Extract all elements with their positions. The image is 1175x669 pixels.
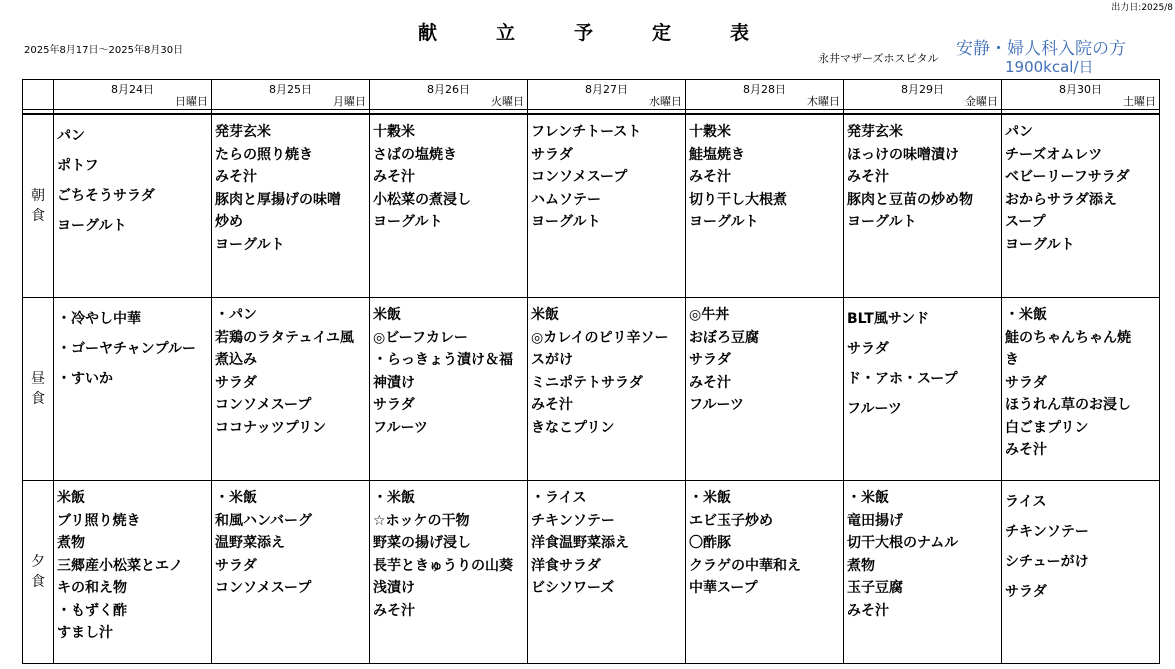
menu-item: ヨーグルト (531, 214, 601, 230)
menu-item: コンソメスープ (215, 397, 312, 413)
meal-label-char: 食 (31, 574, 45, 590)
menu-item: 十穀米 (373, 124, 415, 140)
menu-cell (844, 298, 1002, 481)
meal-label-char: 朝 (31, 188, 45, 204)
menu-item: ヨーグルト (847, 214, 917, 230)
menu-cell (1002, 114, 1160, 298)
menu-item: ハムソテー (531, 191, 601, 208)
menu-item: ・米飯 (689, 490, 731, 506)
day-date: 8月26日 (427, 83, 470, 96)
menu-cell (212, 298, 370, 481)
menu-item: 米飯 (57, 490, 85, 506)
menu-item: 和風ハンバーグ (215, 512, 313, 529)
menu-item: き (1005, 352, 1019, 368)
menu-cell (528, 114, 686, 298)
menu-item: チーズオムレツ (1005, 146, 1103, 163)
menu-item: サラダ (215, 557, 257, 574)
day-date: 8月28日 (743, 83, 786, 96)
menu-item: コンソメスープ (215, 580, 312, 596)
menu-item: ◎牛丼 (689, 307, 730, 323)
menu-item: おぼろ豆腐 (689, 329, 759, 346)
menu-item: スープ (1005, 214, 1046, 230)
menu-item: ☆ホッケの干物 (373, 512, 470, 529)
menu-item: ・米飯 (215, 490, 257, 506)
page-title (418, 18, 808, 45)
menu-item: フルーツ (373, 419, 428, 436)
day-date: 8月24日 (111, 83, 154, 96)
menu-item: ほっけの味噌漬け (847, 146, 959, 163)
menu-item: ド・アホ・スープ (847, 371, 958, 387)
meal-row (23, 298, 1160, 481)
menu-item: 洋食温野菜添え (531, 535, 629, 551)
menu-cell (370, 481, 528, 664)
menu-item: 米飯 (531, 307, 559, 323)
menu-item: フレンチトースト (531, 124, 642, 140)
meal-label (23, 114, 54, 298)
menu-item: ・もずく酢 (57, 602, 127, 619)
menu-cell (212, 481, 370, 664)
day-weekday: 火曜日 (491, 95, 524, 108)
menu-item: ・米飯 (1005, 307, 1047, 323)
menu-item: サラダ (373, 397, 415, 413)
menu-item: 米飯 (373, 307, 401, 323)
menu-cell (528, 481, 686, 664)
title-char: 献 (418, 22, 438, 44)
menu-item: 鮭のちゃんちゃん焼 (1005, 329, 1131, 346)
menu-item: 煮込み (215, 352, 257, 368)
menu-item: 切り干し大根煮 (689, 191, 787, 208)
day-header (54, 80, 212, 110)
menu-body (23, 110, 1160, 664)
menu-item: チキンソテー (531, 512, 615, 529)
menu-item: ヨーグルト (689, 214, 759, 230)
menu-item: みそ汁 (531, 397, 573, 413)
print-date: 出力日:2025/8 (1111, 3, 1173, 13)
menu-item: ミニポテトサラダ (531, 374, 643, 391)
menu-item: 竜田揚げ (847, 512, 903, 529)
menu-item: ◎カレイのピリ辛ソー (531, 329, 669, 346)
day-header (370, 80, 528, 110)
menu-item: 長芋ときゅうりの山葵 (373, 557, 513, 574)
day-weekday: 月曜日 (333, 95, 366, 108)
day-header (686, 80, 844, 110)
title-char: 表 (730, 22, 750, 44)
menu-item: ・パン (215, 307, 257, 323)
menu-item: みそ汁 (373, 169, 415, 185)
menu-item: ライス (1005, 494, 1047, 510)
menu-item: 豚肉と豆苗の炒め物 (847, 191, 973, 208)
menu-cell (844, 481, 1002, 664)
menu-item: サラダ (847, 341, 889, 357)
menu-item: サラダ (215, 374, 257, 391)
menu-item: みそ汁 (373, 602, 415, 619)
menu-item: 神漬け (373, 374, 415, 391)
menu-item: サラダ (1005, 374, 1047, 391)
menu-item: 切干大根のナムル (847, 535, 959, 551)
meal-label-char: 食 (31, 391, 45, 407)
menu-item: 炒め (215, 214, 243, 230)
menu-cell (686, 114, 844, 298)
menu-item: 野菜の揚げ浸し (373, 535, 471, 551)
menu-item: ヨーグルト (373, 214, 443, 230)
menu-cell (54, 298, 212, 481)
day-header (844, 80, 1002, 110)
menu-item: みそ汁 (847, 169, 889, 185)
menu-item: ・米飯 (847, 490, 889, 506)
menu-item: ◎ビーフカレー (373, 329, 468, 346)
menu-item: 温野菜添え (215, 535, 285, 551)
menu-item: ベビーリーフサラダ (1005, 169, 1130, 185)
day-date: 8月29日 (901, 83, 944, 96)
menu-item: ・すいか (57, 371, 113, 387)
menu-item: ごちそうサラダ (57, 188, 155, 204)
menu-item: おからサラダ添え (1005, 191, 1117, 208)
menu-item: 豚肉と厚揚げの味噌 (215, 191, 341, 208)
day-header (528, 80, 686, 110)
menu-item: ポトフ (57, 158, 99, 174)
menu-cell (686, 298, 844, 481)
menu-item: チキンソテー (1005, 524, 1089, 540)
menu-cell (54, 114, 212, 298)
menu-item: BLT風サンド (847, 311, 930, 327)
menu-item: 白ごまプリン (1005, 419, 1089, 436)
menu-item: 煮物 (847, 557, 875, 574)
menu-item: 十穀米 (689, 124, 731, 140)
menu-cell (528, 298, 686, 481)
title-char: 予 (574, 22, 594, 44)
menu-cell (54, 481, 212, 664)
menu-item: ・ライス (531, 490, 587, 506)
day-date: 8月30日 (1059, 83, 1102, 96)
menu-item: パン (57, 128, 85, 144)
day-header (1002, 80, 1160, 110)
menu-item: 洋食サラダ (531, 557, 601, 574)
menu-item: ヨーグルト (57, 218, 127, 234)
menu-item: みそ汁 (1005, 442, 1047, 458)
menu-item: みそ汁 (689, 169, 731, 185)
day-weekday: 日曜日 (175, 95, 208, 108)
meal-row (23, 114, 1160, 298)
menu-item: 発芽玄米 (847, 124, 903, 140)
menu-item: さばの塩焼き (373, 146, 457, 163)
menu-cell (844, 114, 1002, 298)
day-weekday: 土曜日 (1123, 95, 1156, 108)
menu-item: 煮物 (57, 535, 85, 551)
menu-item: 〇酢豚 (689, 535, 731, 551)
day-date: 8月27日 (585, 83, 628, 96)
menu-item: シチューがけ (1005, 554, 1089, 570)
menu-item: フルーツ (847, 401, 902, 417)
meal-label (23, 481, 54, 664)
menu-item: フルーツ (689, 397, 744, 413)
menu-item: 鮭塩焼き (689, 146, 745, 163)
menu-item: ・らっきょう漬け＆福 (373, 352, 513, 368)
menu-item: みそ汁 (689, 374, 731, 391)
menu-cell (1002, 481, 1160, 664)
menu-item: ビシソワーズ (531, 580, 615, 596)
menu-item: ほうれん草のお浸し (1005, 397, 1131, 413)
meal-label-char: 昼 (31, 371, 45, 387)
menu-item: 小松菜の煮浸し (373, 191, 471, 208)
calorie-target: 1900kcal/日 (1005, 58, 1094, 76)
menu-item: ・冷やし中華 (57, 311, 141, 327)
menu-item: コンソメスープ (531, 169, 628, 185)
menu-item: キの和え物 (57, 580, 127, 596)
menu-item: すまし汁 (57, 625, 113, 641)
menu-item: きなこプリン (531, 419, 615, 436)
menu-cell (212, 114, 370, 298)
menu-item: 三郷産小松菜とエノ (57, 557, 183, 574)
menu-table (22, 79, 1160, 664)
day-weekday: 水曜日 (649, 95, 682, 108)
meal-label-char: 食 (31, 208, 45, 224)
menu-item: エビ玉子炒め (689, 512, 773, 529)
menu-item: サラダ (1005, 584, 1047, 600)
title-char: 立 (496, 22, 516, 44)
day-header-row (23, 80, 1160, 110)
menu-cell (686, 481, 844, 664)
hospital-name: 永井マザーズホスピタル (818, 52, 939, 65)
title-char: 定 (652, 22, 672, 44)
menu-item: みそ汁 (847, 602, 889, 619)
menu-item: スがけ (531, 352, 573, 368)
day-date: 8月25日 (269, 83, 312, 96)
menu-item: たらの照り焼き (215, 146, 313, 163)
menu-cell (1002, 298, 1160, 481)
menu-item: パン (1005, 124, 1033, 140)
menu-item: 浅漬け (373, 580, 415, 596)
menu-item: 中華スープ (689, 580, 758, 596)
day-header (212, 80, 370, 110)
menu-item: サラダ (689, 352, 731, 368)
corner-cell (23, 80, 54, 110)
menu-item: ヨーグルト (1005, 236, 1075, 253)
menu-item: ・ゴーヤチャンプルー (57, 341, 197, 357)
menu-item: クラゲの中華和え (689, 557, 801, 574)
menu-item: 発芽玄米 (215, 124, 271, 140)
menu-cell (370, 298, 528, 481)
meal-label (23, 298, 54, 481)
meal-row (23, 481, 1160, 664)
menu-period: 2025年8月17日～2025年8月30日 (24, 45, 184, 56)
menu-item: 若鶏のラタテュイユ風 (215, 329, 354, 346)
meal-label-char: 夕 (31, 554, 45, 570)
target-patients: 安静・婦人科入院の方 (956, 39, 1126, 59)
menu-item: ヨーグルト (215, 236, 285, 253)
day-weekday: 金曜日 (965, 95, 998, 108)
menu-item: ・米飯 (373, 490, 415, 506)
menu-item: ブリ照り焼き (57, 512, 141, 529)
menu-item: 玉子豆腐 (847, 580, 903, 596)
menu-item: ココナッツプリン (215, 419, 327, 436)
menu-item: みそ汁 (215, 169, 257, 185)
menu-item: サラダ (531, 146, 573, 163)
menu-cell (370, 114, 528, 298)
day-weekday: 木曜日 (807, 95, 840, 108)
